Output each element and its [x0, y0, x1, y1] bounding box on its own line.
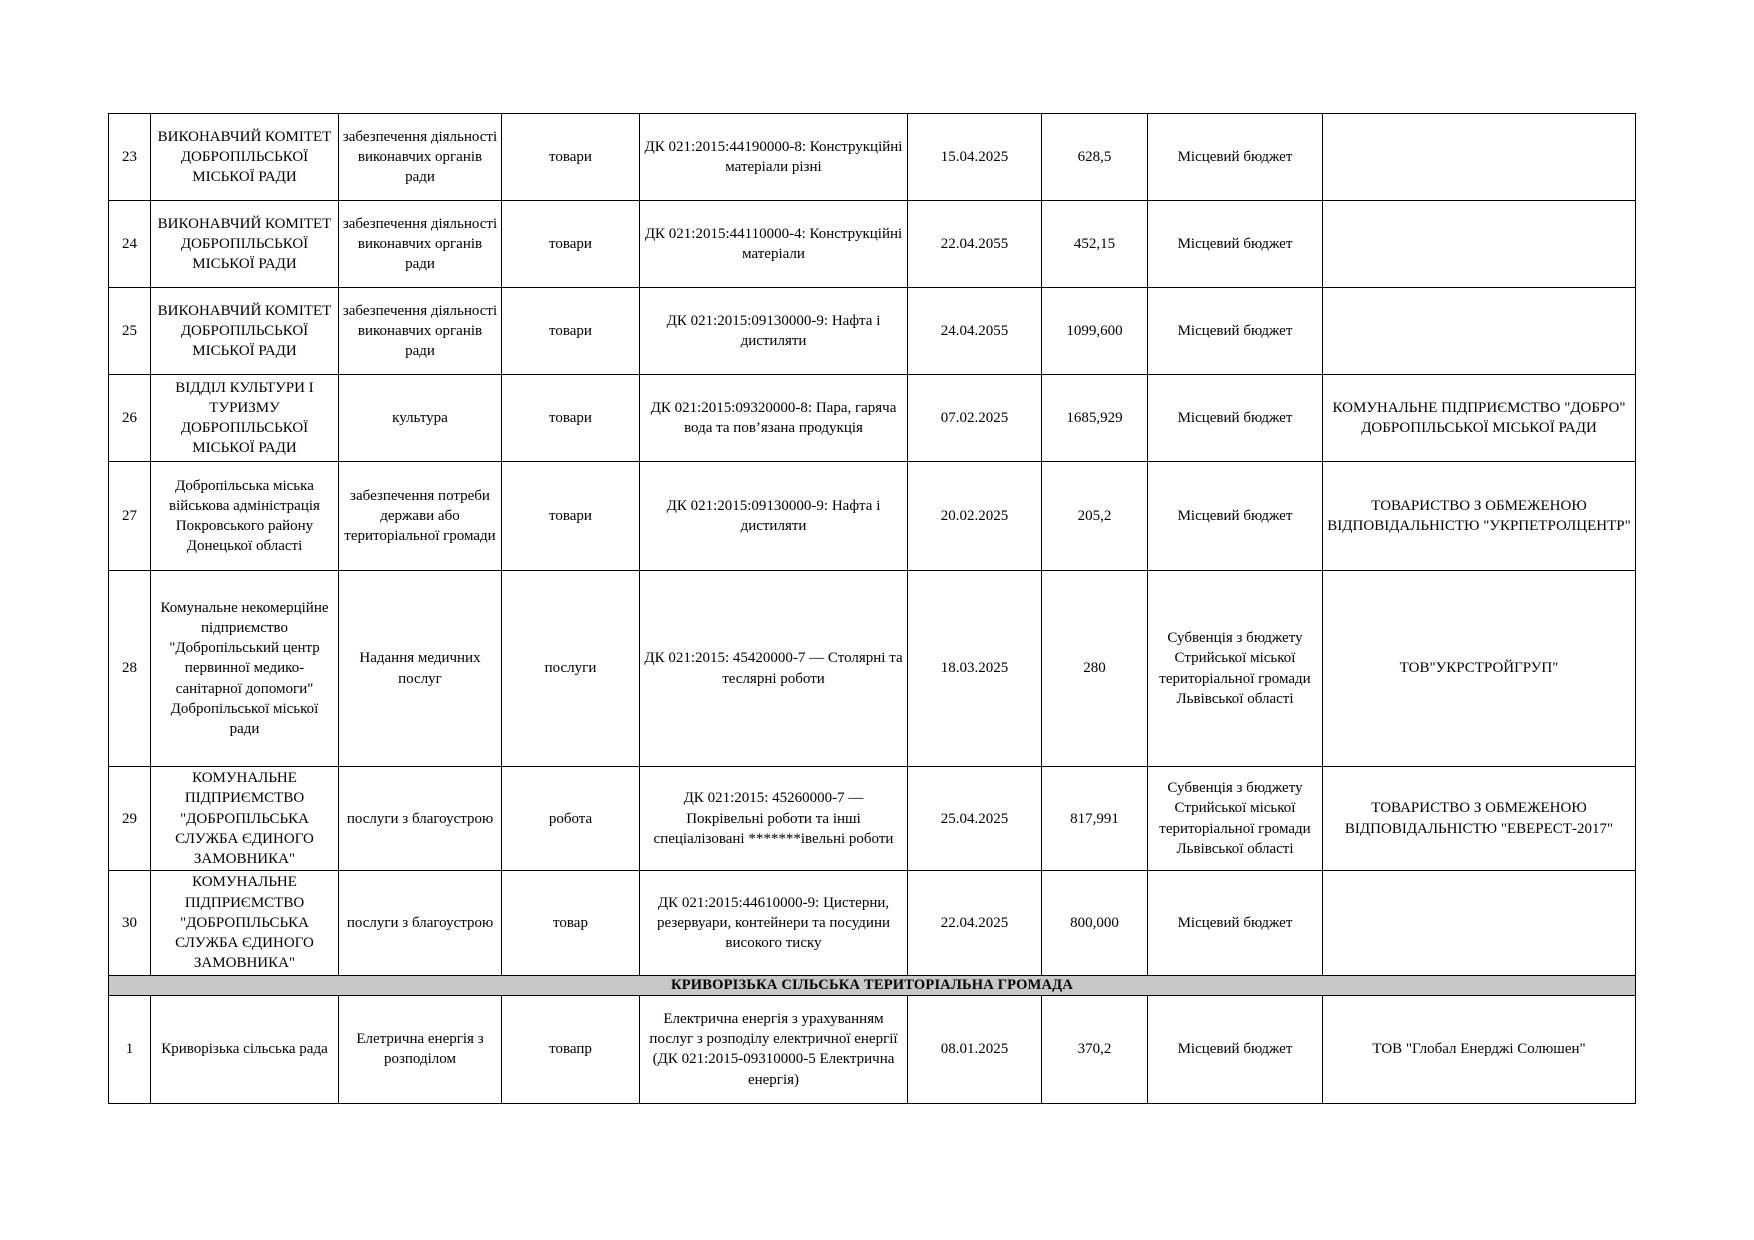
contractor-cell: [1323, 288, 1636, 375]
purpose-cell: забезпечення потреби держави або територіальної громади: [339, 462, 502, 571]
procurement-type-cell: товари: [502, 375, 640, 462]
date-cell: 22.04.2025: [908, 871, 1042, 975]
date-cell: 22.04.2055: [908, 201, 1042, 288]
table-row: [109, 288, 1636, 375]
row-number-cell: 26: [109, 375, 151, 462]
amount-cell: 452,15: [1042, 201, 1148, 288]
customer-cell: Криворізька сільська рада: [151, 995, 339, 1103]
customer-cell: КОМУНАЛЬНЕ ПІДПРИЄМСТВО "ДОБРОПІЛЬСЬКА СЛУЖБА ЄДИНОГО ЗАМОВНИКА": [151, 871, 339, 975]
procurement-type-cell: товар: [502, 871, 640, 975]
purpose-cell: послуги з благоустрою: [339, 871, 502, 975]
table-row: [109, 871, 1636, 975]
purpose-cell: забезпечення діяльності виконавчих органів ради: [339, 114, 502, 201]
procurement-subject-cell: ДК 021:2015:44190000-8: Конструкційні матеріали різні: [640, 114, 908, 201]
amount-cell: 800,000: [1042, 871, 1148, 975]
amount-cell: 1099,600: [1042, 288, 1148, 375]
table-row: [109, 375, 1636, 462]
table-row: [109, 114, 1636, 201]
procurement-subject-cell: ДК 021:2015: 45420000-7 — Столярні та теслярні роботи: [640, 571, 908, 767]
customer-cell: ВИКОНАВЧИЙ КОМІТЕТ ДОБРОПІЛЬСЬКОЇ МІСЬКОЇ РАДИ: [151, 114, 339, 201]
customer-cell: ВИКОНАВЧИЙ КОМІТЕТ ДОБРОПІЛЬСЬКОЇ МІСЬКОЇ РАДИ: [151, 288, 339, 375]
procurement-subject-cell: Електрична енергія з урахуванням послуг з розподілу електричної енергії (ДК 021:2015-09310000-5 Електрична енергія): [640, 995, 908, 1103]
contractor-cell: ТОВ"УКРСТРОЙГРУП": [1323, 571, 1636, 767]
customer-cell: КОМУНАЛЬНЕ ПІДПРИЄМСТВО "ДОБРОПІЛЬСЬКА СЛУЖБА ЄДИНОГО ЗАМОВНИКА": [151, 767, 339, 871]
funding-source-cell: Місцевий бюджет: [1148, 462, 1323, 571]
procurement-type-cell: товари: [502, 201, 640, 288]
section-header-row: [109, 975, 1636, 995]
funding-source-cell: Місцевий бюджет: [1148, 995, 1323, 1103]
purpose-cell: забезпечення діяльності виконавчих органів ради: [339, 288, 502, 375]
row-number-cell: 28: [109, 571, 151, 767]
table-row: [109, 767, 1636, 871]
contractor-cell: [1323, 201, 1636, 288]
row-number-cell: 1: [109, 995, 151, 1103]
procurement-subject-cell: ДК 021:2015:09130000-9: Нафта і дистиляти: [640, 288, 908, 375]
funding-source-cell: Субвенція з бюджету Стрийської міської територіальної громади Львівської області: [1148, 571, 1323, 767]
procurement-subject-cell: ДК 021:2015:44110000-4: Конструкційні матеріали: [640, 201, 908, 288]
purpose-cell: Надання медичних послуг: [339, 571, 502, 767]
customer-cell: ВИКОНАВЧИЙ КОМІТЕТ ДОБРОПІЛЬСЬКОЇ МІСЬКОЇ РАДИ: [151, 201, 339, 288]
customer-cell: Комунальне некомерційне підприємство "Добропільський центр первинної медико-санітарної допомоги" Добропільської міської ради: [151, 571, 339, 767]
contractor-cell: ТОВАРИСТВО З ОБМЕЖЕНОЮ ВІДПОВІДАЛЬНІСТЮ "УКРПЕТРОЛЦЕНТР": [1323, 462, 1636, 571]
funding-source-cell: Місцевий бюджет: [1148, 201, 1323, 288]
procurement-type-cell: робота: [502, 767, 640, 871]
customer-cell: ВІДДІЛ КУЛЬТУРИ І ТУРИЗМУ ДОБРОПІЛЬСЬКОЇ МІСЬКОЇ РАДИ: [151, 375, 339, 462]
procurement-subject-cell: ДК 021:2015:09130000-9: Нафта і дистиляти: [640, 462, 908, 571]
purpose-cell: культура: [339, 375, 502, 462]
procurement-type-cell: товари: [502, 462, 640, 571]
date-cell: 25.04.2025: [908, 767, 1042, 871]
table-row: [109, 571, 1636, 767]
table-row: [109, 995, 1636, 1103]
amount-cell: 1685,929: [1042, 375, 1148, 462]
date-cell: 08.01.2025: [908, 995, 1042, 1103]
section-title: КРИВОРІЗЬКА СІЛЬСЬКА ТЕРИТОРІАЛЬНА ГРОМАДА: [109, 975, 1636, 995]
row-number-cell: 29: [109, 767, 151, 871]
procurement-type-cell: послуги: [502, 571, 640, 767]
date-cell: 24.04.2055: [908, 288, 1042, 375]
purpose-cell: забезпечення діяльності виконавчих органів ради: [339, 201, 502, 288]
row-number-cell: 30: [109, 871, 151, 975]
procurement-type-cell: товари: [502, 288, 640, 375]
table-row: [109, 462, 1636, 571]
procurement-subject-cell: ДК 021:2015:44610000-9: Цистерни, резервуари, контейнери та посудини високого тиску: [640, 871, 908, 975]
row-number-cell: 24: [109, 201, 151, 288]
customer-cell: Добропільська міська військова адміністрація Покровського району Донецької області: [151, 462, 339, 571]
date-cell: 15.04.2025: [908, 114, 1042, 201]
procurement-type-cell: товари: [502, 114, 640, 201]
funding-source-cell: Субвенція з бюджету Стрийської міської територіальної громади Львівської області: [1148, 767, 1323, 871]
funding-source-cell: Місцевий бюджет: [1148, 114, 1323, 201]
procurement-table: [108, 113, 1636, 1104]
amount-cell: 280: [1042, 571, 1148, 767]
contractor-cell: ТОВ "Глобал Енерджі Солюшен": [1323, 995, 1636, 1103]
row-number-cell: 25: [109, 288, 151, 375]
funding-source-cell: Місцевий бюджет: [1148, 288, 1323, 375]
amount-cell: 205,2: [1042, 462, 1148, 571]
purpose-cell: послуги з благоустрою: [339, 767, 502, 871]
table-row: [109, 201, 1636, 288]
procurement-type-cell: товапр: [502, 995, 640, 1103]
contractor-cell: [1323, 871, 1636, 975]
date-cell: 07.02.2025: [908, 375, 1042, 462]
amount-cell: 370,2: [1042, 995, 1148, 1103]
contractor-cell: [1323, 114, 1636, 201]
funding-source-cell: Місцевий бюджет: [1148, 871, 1323, 975]
row-number-cell: 23: [109, 114, 151, 201]
date-cell: 20.02.2025: [908, 462, 1042, 571]
contractor-cell: КОМУНАЛЬНЕ ПІДПРИЄМСТВО "ДОБРО" ДОБРОПІЛЬСЬКОЇ МІСЬКОЇ РАДИ: [1323, 375, 1636, 462]
funding-source-cell: Місцевий бюджет: [1148, 375, 1323, 462]
date-cell: 18.03.2025: [908, 571, 1042, 767]
purpose-cell: Елетрична енергія з розподілом: [339, 995, 502, 1103]
procurement-subject-cell: ДК 021:2015:09320000-8: Пара, гаряча вода та пов’язана продукція: [640, 375, 908, 462]
contractor-cell: ТОВАРИСТВО З ОБМЕЖЕНОЮ ВІДПОВІДАЛЬНІСТЮ "ЕВЕРЕСТ-2017": [1323, 767, 1636, 871]
amount-cell: 628,5: [1042, 114, 1148, 201]
procurement-subject-cell: ДК 021:2015: 45260000-7 — Покрівельні роботи та інші спеціалізовані *******івельні роботи: [640, 767, 908, 871]
row-number-cell: 27: [109, 462, 151, 571]
amount-cell: 817,991: [1042, 767, 1148, 871]
